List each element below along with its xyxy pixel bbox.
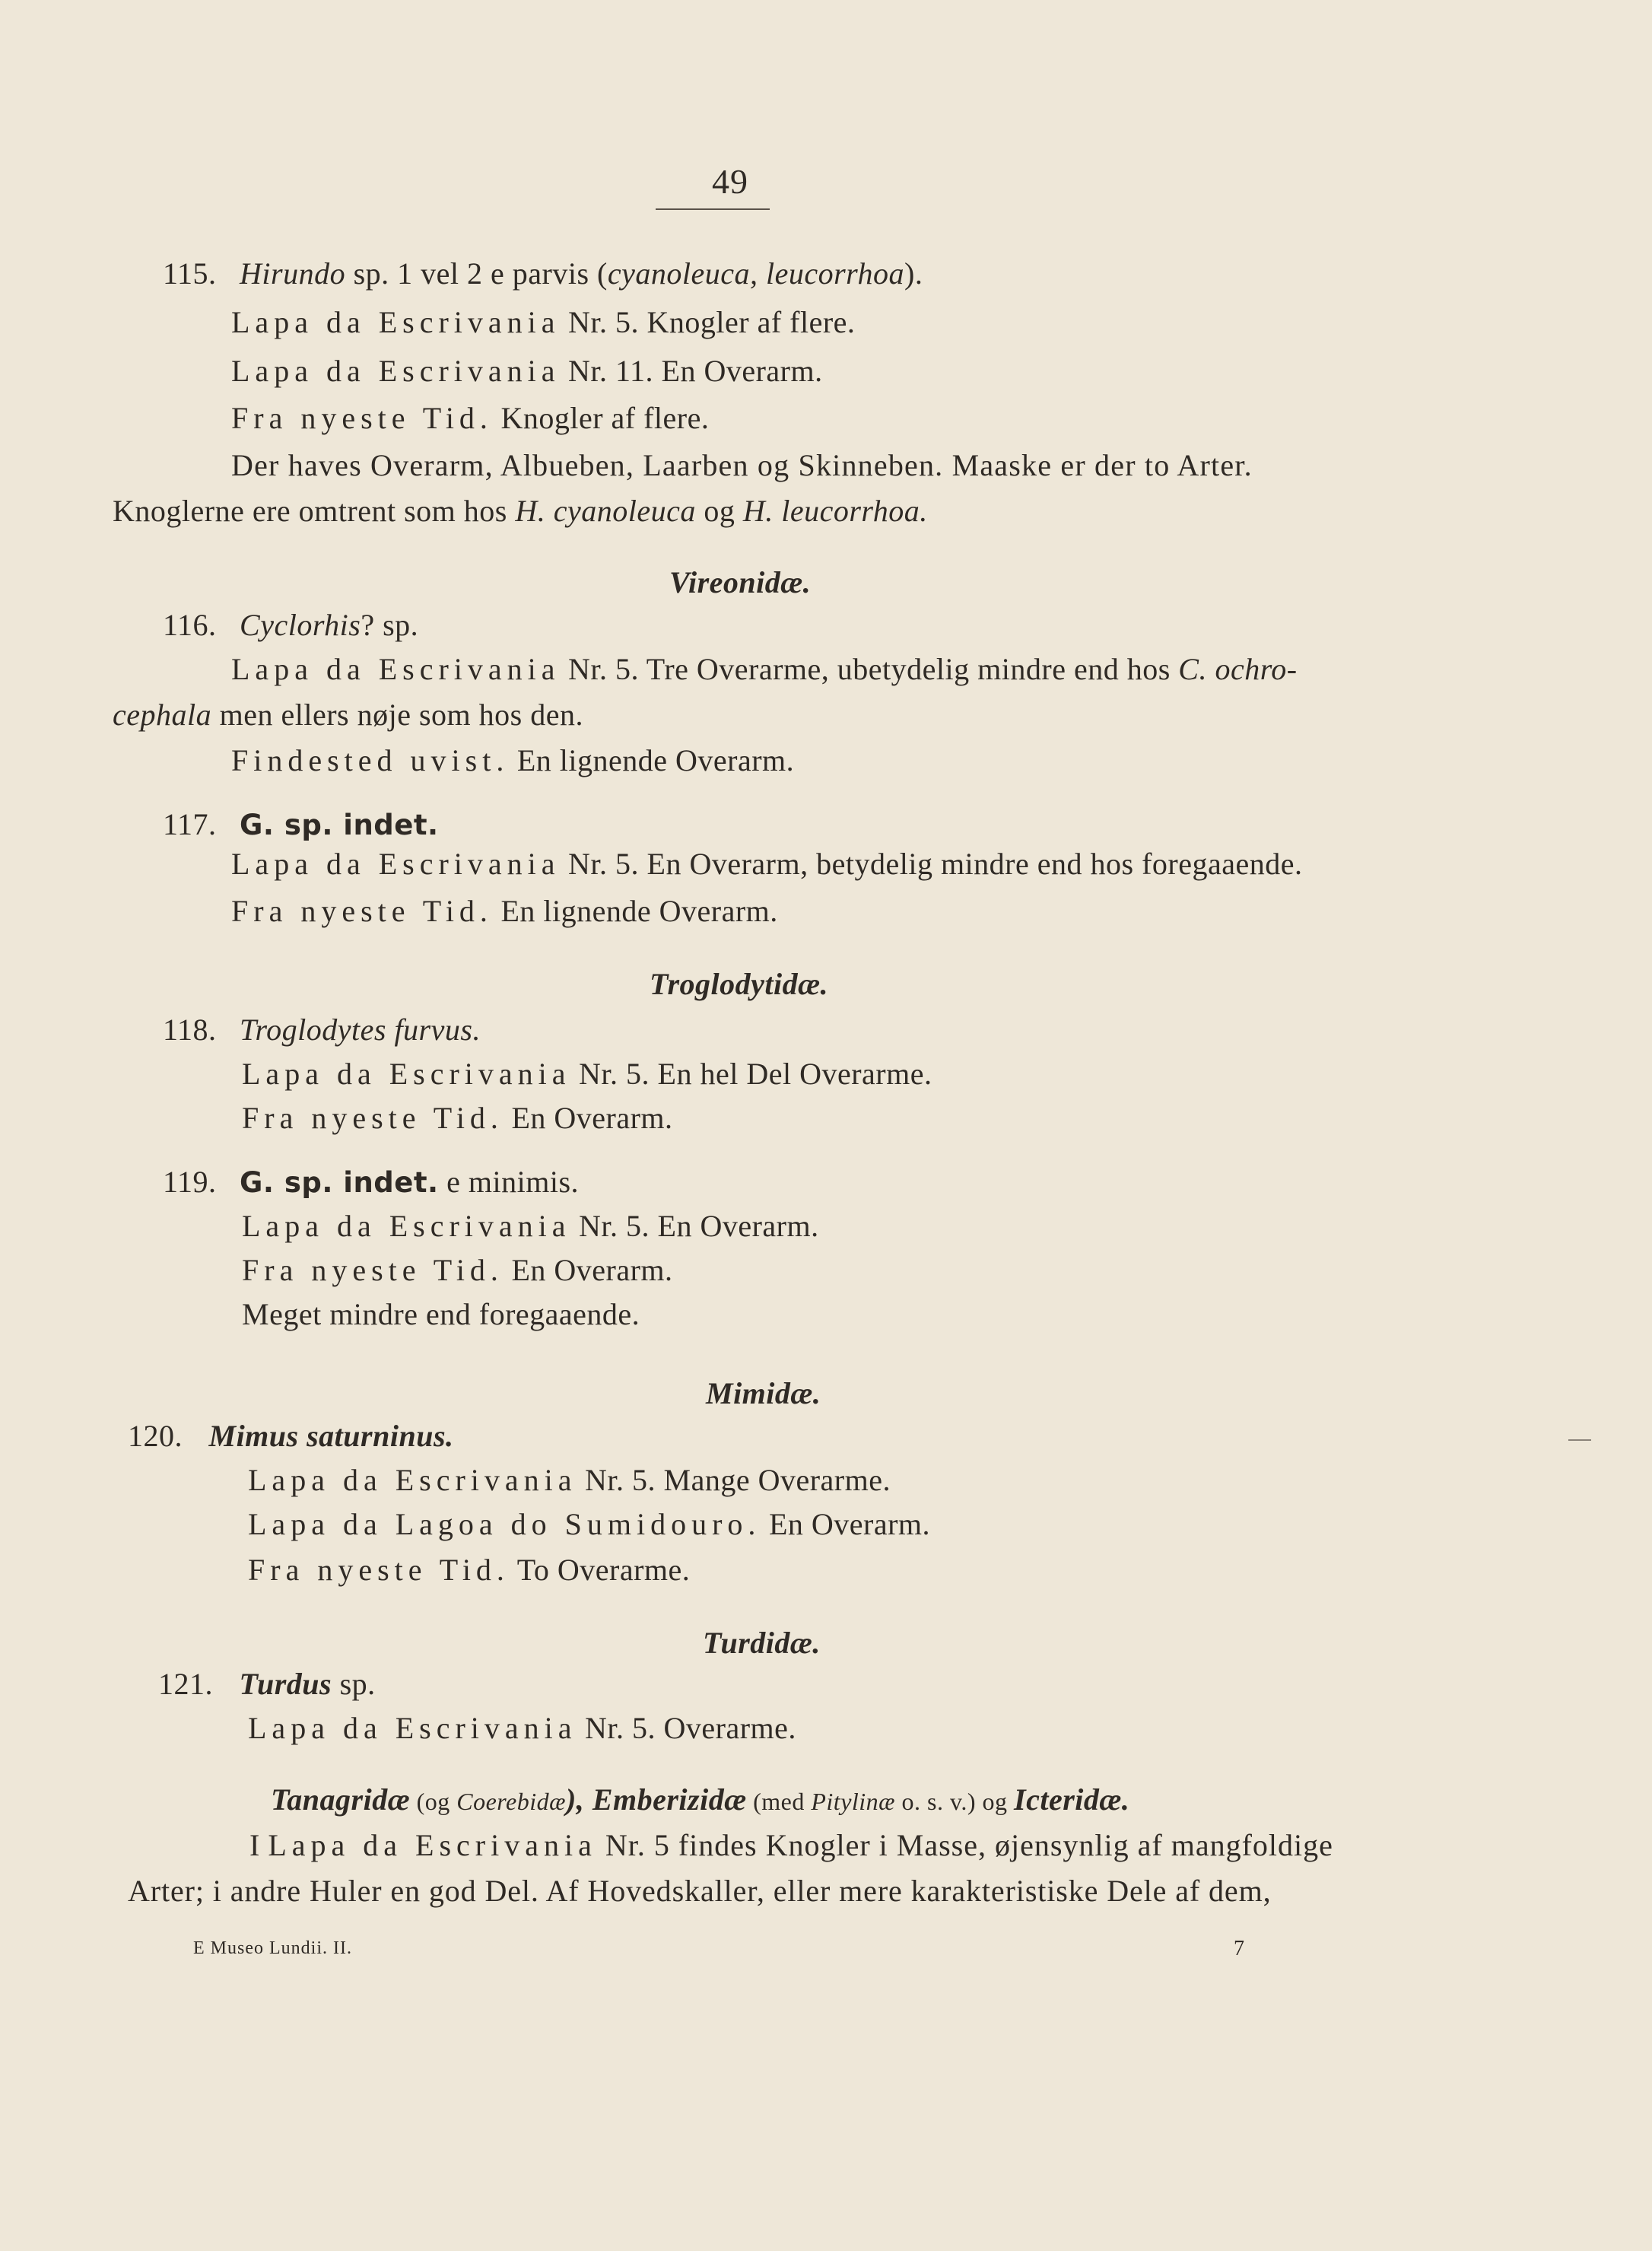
paren-text: (og	[410, 1788, 457, 1815]
entry-120-line-1	[248, 1462, 891, 1499]
genus-name: Hirundo	[240, 256, 346, 291]
entry-number: 118.	[163, 1013, 217, 1047]
entry-121-heading	[158, 1666, 376, 1703]
footer-source: E Museo Lundii. II.	[193, 1938, 352, 1958]
genus-name: Mimus saturninus.	[208, 1419, 454, 1453]
entry-number: 119.	[163, 1165, 217, 1199]
locality: Lapa da Escrivania	[242, 1057, 571, 1091]
paragraph-line-1	[249, 1827, 1333, 1864]
locality-detail: Nr. 5. Tre Overarme, ubetydelig mindre end hos	[560, 652, 1179, 686]
entry-115-line-2	[231, 353, 823, 389]
entry-118-heading	[163, 1012, 481, 1048]
paragraph-line-2: Arter; i andre Huler en god Del. Af Hovedskaller, eller mere karakteristiske Dele af dem,	[128, 1874, 1272, 1908]
species-text: sp. 1 vel 2 e parvis (	[345, 256, 608, 291]
entry-118-line-2	[242, 1100, 673, 1137]
header-rule	[656, 208, 770, 210]
margin-mark	[1568, 1439, 1591, 1441]
family-name-minor: Pitylinæ	[811, 1788, 896, 1815]
genus-name: Troglodytes furvus.	[240, 1013, 481, 1047]
entry-115-line-3	[231, 400, 709, 437]
entry-115-heading	[163, 256, 923, 292]
locality: Lapa da Escrivania	[248, 1711, 577, 1745]
locality-detail: Nr. 5. En Overarm.	[570, 1209, 819, 1243]
locality-detail: Nr. 5. En hel Del Overarme.	[570, 1057, 932, 1091]
entry-115-note-1: Der haves Overarm, Albueben, Laarben og Skinneben. Maaske er der to Arter.	[231, 448, 1253, 482]
family-name: Icteridæ.	[1014, 1782, 1130, 1817]
locality-detail: To Overarme.	[509, 1553, 691, 1587]
locality: Fra nyeste Tid.	[231, 894, 493, 928]
family-heading-mimidae: Mimidæ.	[706, 1376, 821, 1410]
locality: Lapa da Escrivania	[231, 354, 561, 388]
entry-117-heading	[163, 806, 439, 844]
entry-118-line-1	[242, 1056, 932, 1092]
para-text: Nr. 5 findes Knogler i Masse, øjensynlig af mangfoldige	[596, 1828, 1333, 1862]
locality: Lapa da Escrivania	[231, 652, 561, 686]
entry-116-line-2	[113, 697, 583, 733]
entry-number: 116.	[163, 608, 217, 642]
family-heading-troglodytidae: Troglodytidæ.	[650, 967, 828, 1001]
entry-number: 115.	[163, 256, 217, 291]
paren-text: (med	[746, 1788, 812, 1815]
locality-detail: Nr. 5. Knogler af flere.	[560, 305, 856, 339]
locality: Fra nyeste Tid.	[242, 1253, 504, 1287]
paren-text: ),	[565, 1782, 592, 1817]
species-italic: cephala	[113, 698, 212, 732]
locality: Fra nyeste Tid.	[248, 1553, 510, 1587]
locality: Lapa da Escrivania	[248, 1463, 577, 1497]
species-italic: C. ochro-	[1178, 652, 1298, 686]
entry-119-heading	[163, 1164, 579, 1201]
species-italic: H. cyanoleuca	[515, 494, 696, 528]
entry-120-line-3	[248, 1552, 690, 1588]
species-text: e minimis.	[438, 1165, 580, 1199]
species-italic: cyanoleuca, leucorrhoa	[607, 256, 905, 291]
page-number: 49	[712, 162, 748, 201]
entry-120-heading	[128, 1418, 454, 1455]
entry-number: 121.	[158, 1667, 213, 1701]
entry-117-line-2	[231, 893, 778, 930]
locality-detail: Knogler af flere.	[492, 401, 710, 435]
locality: Lapa da Escrivania	[231, 847, 561, 881]
species-text: sp.	[332, 1667, 376, 1701]
family-name: Tanagridæ	[271, 1782, 411, 1817]
paren-text: o. s. v.) og	[895, 1788, 1015, 1815]
entry-119-line-1	[242, 1208, 819, 1245]
entry-119-line-3: Meget mindre end foregaaende.	[242, 1297, 640, 1331]
genus-name: G. sp. indet.	[240, 1166, 439, 1199]
note-text: og	[695, 494, 743, 528]
para-text: I	[249, 1828, 268, 1862]
family-name-minor: Coerebidæ	[456, 1788, 566, 1815]
entry-120-line-2	[248, 1506, 930, 1543]
species-text: ? sp.	[361, 608, 419, 642]
locality: Fra nyeste Tid.	[231, 401, 493, 435]
locality-detail: Nr. 11. En Overarm.	[560, 354, 823, 388]
entry-115-line-1	[231, 304, 855, 341]
locality-detail: Nr. 5. En Overarm, betydelig mindre end hos foregaaende.	[560, 847, 1303, 881]
locality-detail: Nr. 5. Overarme.	[577, 1711, 796, 1745]
family-name: Emberizidæ	[592, 1782, 747, 1817]
note-text: men ellers nøje som hos den.	[211, 698, 583, 732]
locality: Findested uvist.	[231, 743, 510, 777]
locality-detail: Nr. 5. Mange Overarme.	[577, 1463, 891, 1497]
entry-116-heading	[163, 607, 418, 644]
entry-115-note-2	[113, 493, 928, 529]
entry-117-line-1	[231, 846, 1302, 882]
entry-116-line-3	[231, 742, 794, 779]
entry-number: 120.	[128, 1419, 183, 1453]
species-italic: H. leucorrhoa.	[742, 494, 928, 528]
footer-sheet-number: 7	[1234, 1937, 1245, 1960]
family-heading-tanagridae	[271, 1782, 1129, 1820]
family-heading-vireonidae: Vireonidæ.	[669, 565, 812, 599]
genus-name: G. sp. indet.	[240, 809, 439, 841]
entry-119-line-2	[242, 1252, 673, 1289]
locality-detail: En lignende Overarm.	[492, 894, 778, 928]
locality-detail: En Overarm.	[761, 1507, 931, 1541]
locality-detail: En lignende Overarm.	[509, 743, 795, 777]
locality: Lapa da Escrivania	[231, 305, 561, 339]
genus-name: Cyclorhis	[240, 608, 361, 642]
entry-116-line-1	[231, 651, 1298, 688]
family-heading-turdidae: Turdidæ.	[703, 1626, 821, 1660]
locality: Lapa da Lagoa do Sumidouro.	[248, 1507, 761, 1541]
entry-number: 117.	[163, 807, 217, 841]
locality-detail: En Overarm.	[503, 1253, 673, 1287]
locality-detail: En Overarm.	[503, 1101, 673, 1135]
genus-name: Turdus	[239, 1667, 332, 1701]
note-text: Knoglerne ere omtrent som hos	[113, 494, 516, 528]
locality: Fra nyeste Tid.	[242, 1101, 504, 1135]
locality: Lapa da Escrivania	[242, 1209, 571, 1243]
entry-121-line-1	[248, 1710, 796, 1747]
close-paren: ).	[904, 256, 923, 291]
locality: Lapa da Escrivania	[268, 1828, 597, 1862]
